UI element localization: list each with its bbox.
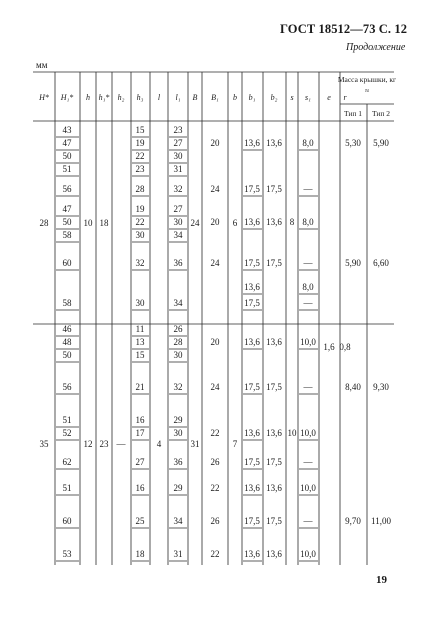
cell-s1: 8,0: [302, 217, 314, 227]
cell-H1: 50: [62, 151, 72, 161]
cell-b2: 17,5: [266, 516, 282, 526]
cell-l1: 31: [173, 549, 183, 559]
col-header-B1: B₁: [211, 93, 219, 102]
cell-h3: 21: [135, 382, 145, 392]
cell-b2: 13,6: [266, 217, 282, 227]
cell-s1: 10,0: [300, 428, 316, 438]
cell-l1: 34: [173, 298, 183, 308]
cell-h3: 27: [135, 457, 145, 467]
cell-b2: 17,5: [266, 184, 282, 194]
mass-type1-header: Тип 1: [343, 109, 363, 118]
cell-s1: 8,0: [302, 282, 314, 292]
cell-h3: 16: [135, 415, 145, 425]
cell-b: 7: [232, 439, 238, 449]
cell-b2: 17,5: [266, 457, 282, 467]
cell-B1: 26: [210, 516, 220, 526]
cell-m1: 9,70: [345, 516, 361, 526]
cell-b1: 17,5: [244, 382, 260, 392]
cell-b2: 13,6: [266, 483, 282, 493]
cell-H1: 51: [62, 164, 72, 174]
cell-h3: 18: [135, 549, 145, 559]
cell-h3: 15: [135, 350, 145, 360]
cell-h2: —: [116, 439, 126, 449]
cell-l1: 32: [173, 184, 183, 194]
cell-s1: —: [303, 298, 313, 308]
cell-B: 31: [190, 439, 200, 449]
cell-h3: 25: [135, 516, 145, 526]
cell-h1: 18: [99, 218, 109, 228]
cell-H1: 53: [62, 549, 72, 559]
mass-type2-header: Тип 2: [371, 109, 391, 118]
cell-b1: 17,5: [244, 258, 260, 268]
cell-m2: 5,90: [373, 138, 389, 148]
cell-B1: 22: [210, 428, 220, 438]
cell-B1: 20: [210, 217, 220, 227]
cell-H1: 62: [62, 457, 72, 467]
cell-h3: 28: [135, 184, 145, 194]
cell-B1: 24: [210, 258, 220, 268]
cell-l: 4: [156, 439, 162, 449]
cell-b2: 17,5: [266, 258, 282, 268]
cell-h: 12: [83, 439, 93, 449]
cell-B1: 24: [210, 184, 220, 194]
cell-s1: 10,0: [300, 549, 316, 559]
col-header-B: B: [192, 93, 198, 102]
cell-H1: 51: [62, 415, 72, 425]
cell-b2: 17,5: [266, 382, 282, 392]
cell-s1: —: [303, 382, 313, 392]
col-header-h2: h₂: [117, 93, 125, 102]
cell-H1: 58: [62, 230, 72, 240]
cell-H1: 50: [62, 350, 72, 360]
cell-b1: 13,6: [244, 337, 260, 347]
cell-m2: 6,60: [373, 258, 389, 268]
cell-b1: 17,5: [244, 457, 260, 467]
cell-l1: 30: [173, 428, 183, 438]
col-header-h3: h₃: [136, 93, 144, 102]
cell-h3: 13: [135, 337, 145, 347]
cell-H1: 46: [62, 324, 72, 334]
cell-m1: 5,90: [345, 258, 361, 268]
cell-H1: 56: [62, 382, 72, 392]
cell-l1: 30: [173, 151, 183, 161]
cell-b1: 17,5: [244, 184, 260, 194]
approx-sign: ≈: [364, 86, 370, 95]
cell-m2: 11,00: [371, 516, 391, 526]
page-number: 19: [376, 574, 387, 586]
col-header-H: H*: [39, 93, 49, 102]
cell-B1: 24: [210, 382, 220, 392]
cell-l1: 31: [173, 164, 183, 174]
cell-h3: 15: [135, 125, 145, 135]
cell-l1: 28: [173, 337, 183, 347]
cell-b1: 13,6: [244, 138, 260, 148]
col-header-h: h: [86, 93, 90, 102]
cell-H1: 48: [62, 337, 72, 347]
cell-l1: 26: [173, 324, 183, 334]
col-header-l1: l₁: [175, 93, 181, 102]
cell-H1: 60: [62, 258, 72, 268]
cell-b2: 13,6: [266, 549, 282, 559]
cell-l1: 27: [173, 138, 183, 148]
cell-B1: 20: [210, 138, 220, 148]
cell-l1: 23: [173, 125, 183, 135]
cell-s1: 10,0: [300, 337, 316, 347]
cell-h3: 23: [135, 164, 145, 174]
continuation-label: Продолжение: [346, 42, 406, 53]
cell-e: 1,6: [323, 342, 335, 352]
cell-s: 10: [287, 428, 297, 438]
cell-l1: 36: [173, 258, 183, 268]
cell-h3: 11: [135, 324, 145, 334]
cell-H1: 47: [62, 204, 72, 214]
cell-b2: 13,6: [266, 428, 282, 438]
cell-B: 24: [190, 218, 200, 228]
cell-h3: 22: [135, 217, 145, 227]
cell-H: 35: [39, 439, 49, 449]
cell-l1: 36: [173, 457, 183, 467]
cell-s1: —: [303, 457, 313, 467]
cell-r: 0,8: [339, 342, 351, 352]
mass-header: Масса крышки, кг: [337, 75, 397, 84]
col-header-l: l: [157, 93, 161, 102]
cell-s1: 8,0: [302, 138, 314, 148]
cell-s1: 10,0: [300, 483, 316, 493]
cell-b1: 13,6: [244, 217, 260, 227]
cell-h3: 19: [135, 138, 145, 148]
cell-l1: 27: [173, 204, 183, 214]
cell-B1: 22: [210, 483, 220, 493]
cell-b1: 13,6: [244, 549, 260, 559]
cell-H1: 60: [62, 516, 72, 526]
cell-m1: 5,30: [345, 138, 361, 148]
cell-l1: 29: [173, 483, 183, 493]
cell-l1: 34: [173, 230, 183, 240]
cell-l1: 30: [173, 217, 183, 227]
cell-B1: 26: [210, 457, 220, 467]
cell-B1: 22: [210, 549, 220, 559]
col-header-b: b: [233, 93, 237, 102]
cell-b2: 13,6: [266, 138, 282, 148]
cell-s1: —: [303, 516, 313, 526]
cell-h3: 30: [135, 230, 145, 240]
cell-h1: 23: [99, 439, 109, 449]
col-header-e: e: [327, 93, 331, 102]
cell-l1: 29: [173, 415, 183, 425]
cell-H1: 51: [62, 483, 72, 493]
cell-l1: 34: [173, 516, 183, 526]
cell-b2: 13,6: [266, 337, 282, 347]
cell-s1: —: [303, 184, 313, 194]
col-header-s1: s₁: [305, 93, 311, 102]
cell-m2: 9,30: [373, 382, 389, 392]
unit-label: мм: [36, 60, 48, 70]
cell-H1: 56: [62, 184, 72, 194]
standard-title: ГОСТ 18512—73 С. 12: [280, 22, 408, 36]
cell-l1: 32: [173, 382, 183, 392]
cell-h3: 17: [135, 428, 145, 438]
col-header-H1: H₁*: [60, 93, 74, 102]
cell-s1: —: [303, 258, 313, 268]
col-header-s: s: [290, 93, 294, 102]
cell-m1: 8,40: [345, 382, 361, 392]
cell-H1: 58: [62, 298, 72, 308]
cell-h3: 19: [135, 204, 145, 214]
cell-H1: 47: [62, 138, 72, 148]
cell-b1: 13,6: [244, 483, 260, 493]
cell-H1: 50: [62, 217, 72, 227]
cell-h3: 22: [135, 151, 145, 161]
cell-H: 28: [39, 218, 49, 228]
cell-h: 10: [83, 218, 93, 228]
cell-s: 8: [289, 217, 295, 227]
cell-b1: 13,6: [244, 428, 260, 438]
cell-l1: 30: [173, 350, 183, 360]
cell-b: 6: [232, 218, 238, 228]
cell-b1: 17,5: [244, 516, 260, 526]
col-header-b2: b₂: [270, 93, 278, 102]
col-header-r: r: [343, 93, 347, 102]
cell-b1: 17,5: [244, 298, 260, 308]
col-header-b1: b₁: [248, 93, 256, 102]
cell-b1: 13,6: [244, 282, 260, 292]
cell-h3: 30: [135, 298, 145, 308]
cell-H1: 43: [62, 125, 72, 135]
cell-h3: 16: [135, 483, 145, 493]
col-header-h1: h₁*: [98, 93, 110, 102]
cell-h3: 32: [135, 258, 145, 268]
cell-B1: 20: [210, 337, 220, 347]
cell-H1: 52: [62, 428, 72, 438]
